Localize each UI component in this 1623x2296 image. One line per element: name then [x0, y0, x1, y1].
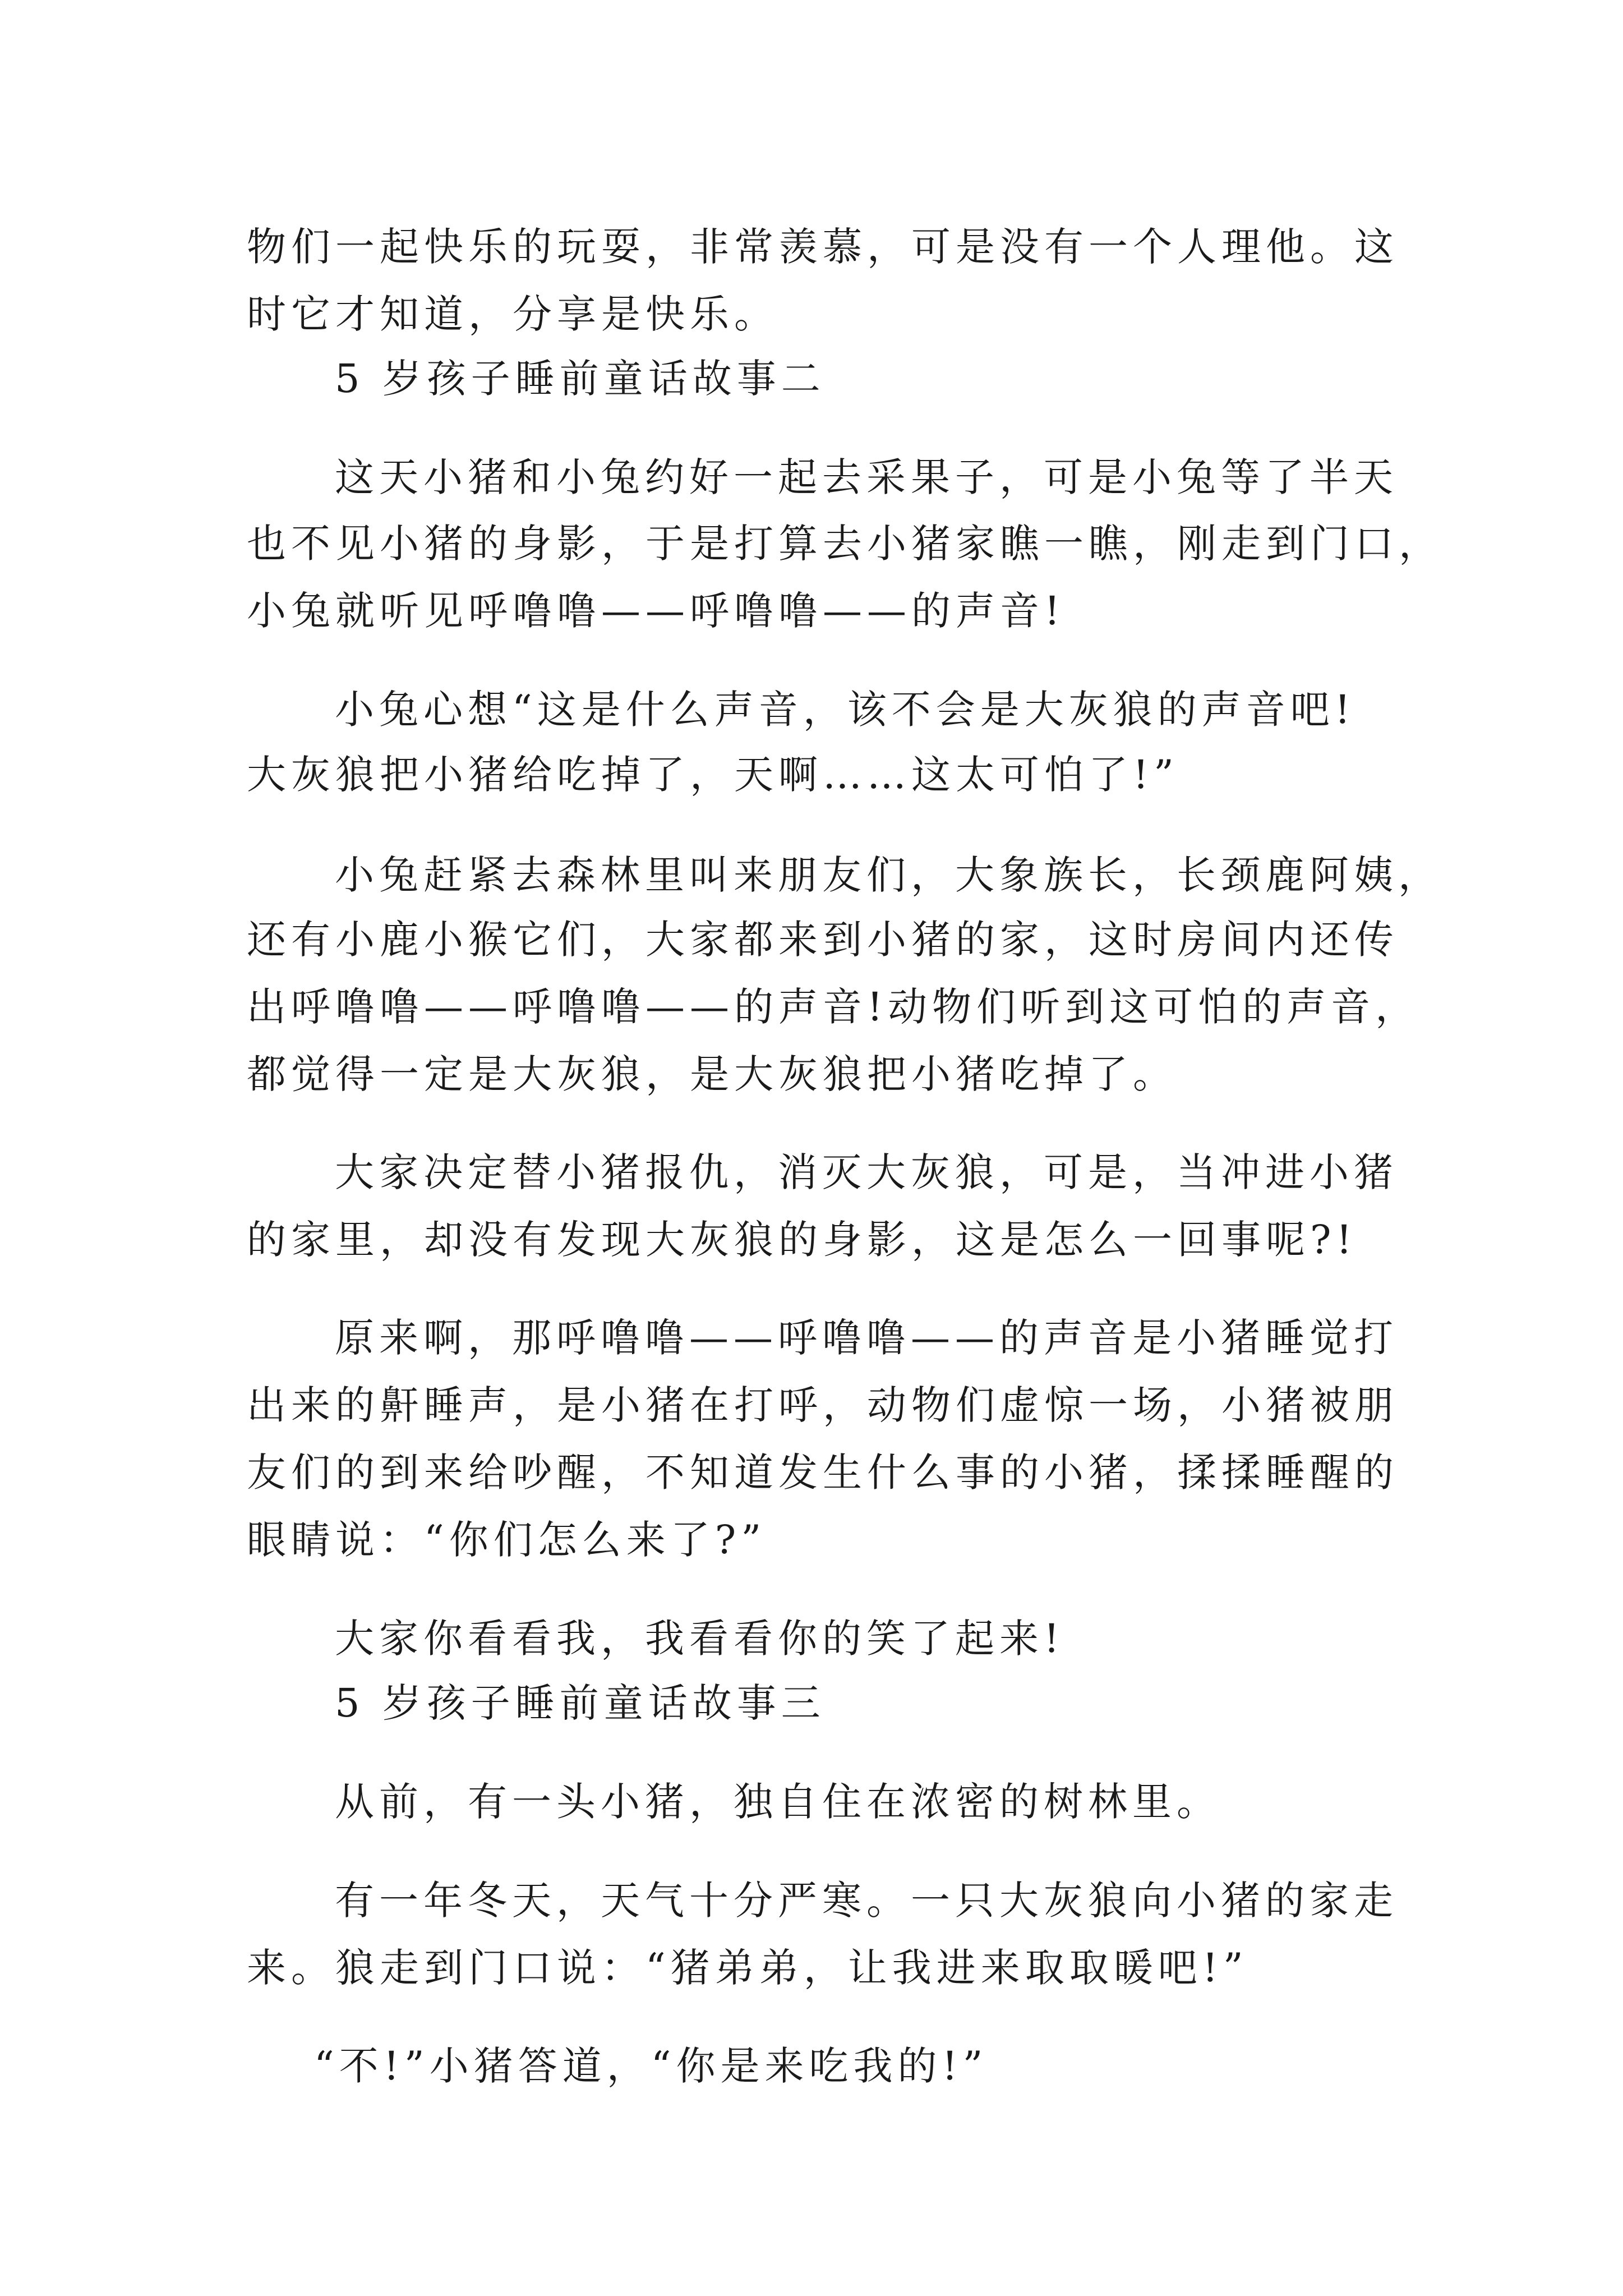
text-line: 大灰狼把小猪给吃掉了，天啊……这太可怕了!”	[247, 752, 1179, 798]
section-heading: 5 岁孩子睡前童话故事二	[335, 356, 826, 402]
paragraph-start: 大家决定替小猪报仇，消灭大灰狼，可是，当冲进小猪	[335, 1149, 1398, 1195]
paragraph-start: 从前，有一头小猪，独自住在浓密的树林里。	[335, 1779, 1221, 1825]
paragraph-start: 原来啊，那呼噜噜——呼噜噜——的声音是小猪睡觉打	[335, 1315, 1398, 1361]
text-line: 也不见小猪的身影，于是打算去小猪家瞧一瞧，刚走到门口，	[247, 521, 1443, 567]
text-line: 时它才知道，分享是快乐。	[247, 291, 778, 337]
paragraph-start: 这天小猪和小兔约好一起去采果子，可是小兔等了半天	[335, 454, 1398, 500]
text-line: 还有小鹿小猴它们，大家都来到小猪的家，这时房间内还传	[247, 917, 1399, 963]
text-line: 出呼噜噜——呼噜噜——的声音!动物们听到这可怕的声音，	[247, 984, 1420, 1030]
text-line: 的家里，却没有发现大灰狼的身影，这是怎么一回事呢?!	[247, 1217, 1357, 1263]
text-line: 来。狼走到门口说：“猪弟弟，让我进来取取暖吧!”	[247, 1945, 1248, 1991]
paragraph-start: 小兔赶紧去森林里叫来朋友们，大象族长，长颈鹿阿姨，	[335, 852, 1442, 898]
paragraph-start: 小兔心想“这是什么声音，该不会是大灰狼的声音吧!	[335, 687, 1355, 733]
section-heading: 5 岁孩子睡前童话故事三	[335, 1680, 826, 1726]
paragraph-start: “不!”小猪答道，“你是来吃我的!”	[314, 2043, 988, 2089]
text-line: 眼睛说：“你们怎么来了?”	[247, 1517, 767, 1563]
text-line: 出来的鼾睡声，是小猪在打呼，动物们虚惊一场，小猪被朋	[247, 1382, 1399, 1428]
paragraph-start: 大家你看看我，我看看你的笑了起来!	[335, 1616, 1065, 1662]
text-line: 小兔就听见呼噜噜——呼噜噜——的声音!	[247, 588, 1066, 634]
text-line: 都觉得一定是大灰狼，是大灰狼把小猪吃掉了。	[247, 1051, 1177, 1097]
paragraph-start: 有一年冬天，天气十分严寒。一只大灰狼向小猪的家走	[335, 1878, 1398, 1924]
text-line: 物们一起快乐的玩耍，非常羡慕，可是没有一个人理他。这	[247, 224, 1399, 270]
text-line: 友们的到来给吵醒，不知道发生什么事的小猪，揉揉睡醒的	[247, 1450, 1399, 1496]
